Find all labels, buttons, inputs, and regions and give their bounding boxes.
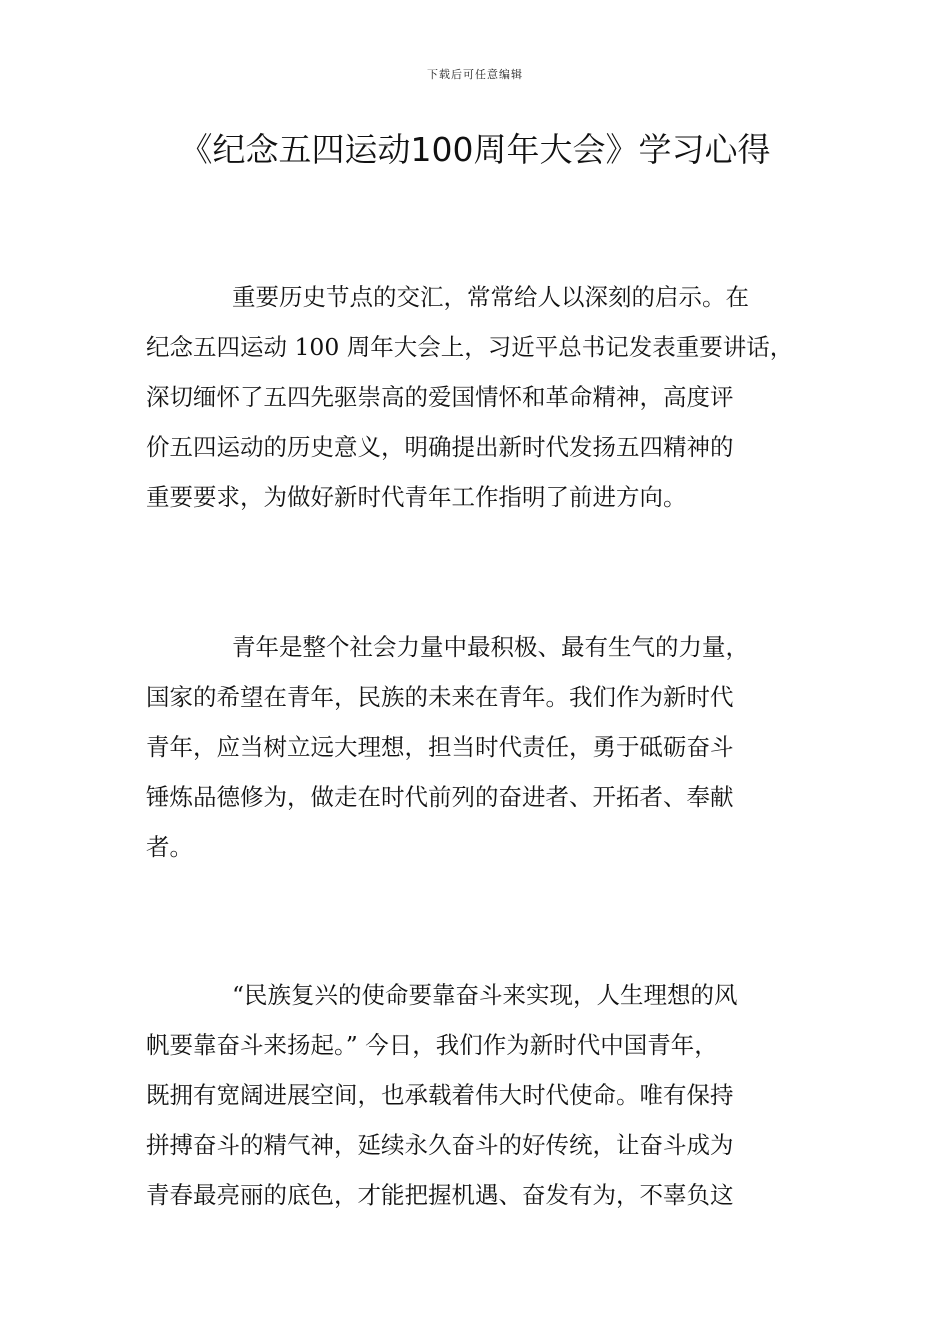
paragraph-line: 重要历史节点的交汇，常常给人以深刻的启示。在 [232,283,749,311]
paragraph-1 [146,272,810,522]
paragraph-line: 青春最亮丽的底色，才能把握机遇、奋发有为，不辜负这 [146,1181,734,1209]
paragraph-line: 价五四运动的历史意义，明确提出新时代发扬五四精神的 [146,433,734,461]
document-title: 《纪念五四运动100周年大会》学习心得 [179,130,771,169]
paragraph-line: 拼搏奋斗的精气神，延续永久奋斗的好传统，让奋斗成为 [146,1131,734,1159]
paragraph-line: 既拥有宽阔进展空间，也承载着伟大时代使命。唯有保持 [146,1081,734,1109]
paragraph-line: 纪念五四运动 100 周年大会上，习近平总书记发表重要讲话， [146,333,794,361]
paragraph-line: 青年是整个社会力量中最积极、最有生气的力量， [232,633,749,661]
paragraph-line: 锤炼品德修为，做走在时代前列的奋进者、开拓者、奉献 [146,783,734,811]
paragraph-line: 重要要求，为做好新时代青年工作指明了前进方向。 [146,483,687,511]
paragraph-line: 者。 [146,833,193,861]
header-note: 下载后可任意编辑 [427,68,523,81]
paragraph-2 [146,622,810,872]
paragraph-line: 深切缅怀了五四先驱崇高的爱国情怀和革命精神，高度评 [146,383,734,411]
paragraph-line: 帆要靠奋斗来扬起。” 今日，我们作为新时代中国青年， [146,1031,718,1059]
paragraph-line: 青年，应当树立远大理想，担当时代责任，勇于砥砺奋斗 [146,733,734,761]
paragraph-line: 国家的希望在青年，民族的未来在青年。我们作为新时代 [146,683,734,711]
paragraph-3 [146,970,810,1220]
paragraph-line: “民族复兴的使命要靠奋斗来实现，人生理想的风 [232,981,738,1009]
